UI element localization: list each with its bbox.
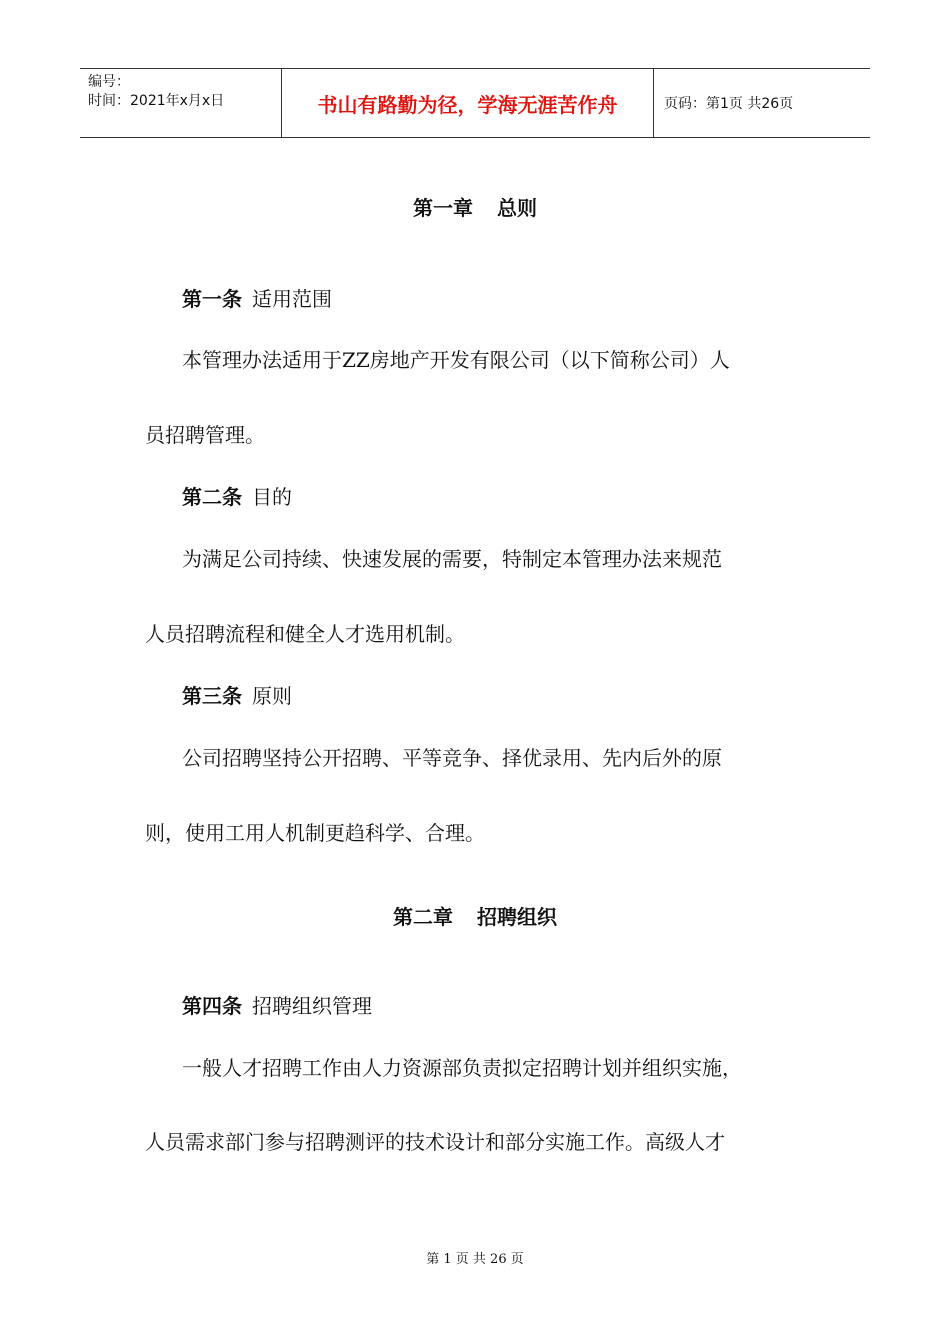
header-time-label: 时间：2021年x月x日 bbox=[88, 93, 225, 109]
paragraph-line: 员招聘管理。 bbox=[145, 423, 265, 447]
article-title: 目的 bbox=[252, 485, 292, 509]
paragraph-line: 则，使用工用人机制更趋科学、合理。 bbox=[145, 821, 485, 845]
page-header bbox=[80, 68, 870, 138]
article-number: 第一条 bbox=[182, 287, 242, 311]
article-heading-1 bbox=[182, 283, 332, 312]
article-heading-2 bbox=[182, 481, 292, 510]
paragraph-line: 人员需求部门参与招聘测评的技术设计和部分实施工作。高级人才 bbox=[145, 1130, 725, 1154]
article-heading-3 bbox=[182, 680, 292, 709]
article-title: 适用范围 bbox=[252, 287, 332, 311]
header-motto: 书山有路勤为径，学海无涯苦作舟 bbox=[282, 69, 654, 137]
paragraph-line: 人员招聘流程和健全人才选用机制。 bbox=[145, 622, 465, 646]
article-number: 第二条 bbox=[182, 485, 242, 509]
chapter-number: 第二章 bbox=[393, 905, 453, 929]
article-number: 第三条 bbox=[182, 684, 242, 708]
paragraph-line: 为满足公司持续、快速发展的需要，特制定本管理办法来规范 bbox=[182, 547, 722, 571]
chapter-title-1 bbox=[0, 192, 950, 221]
paragraph-line: 本管理办法适用于ZZ房地产开发有限公司（以下简称公司）人 bbox=[182, 348, 730, 372]
header-meta bbox=[80, 69, 282, 137]
header-number-label: 编号： bbox=[88, 74, 130, 90]
chapter-name: 总则 bbox=[497, 196, 537, 220]
chapter-name: 招聘组织 bbox=[477, 905, 557, 929]
page-footer: 第 1 页 共 26 页 bbox=[426, 1252, 524, 1267]
paragraph-line: 一般人才招聘工作由人力资源部负责拟定招聘计划并组织实施， bbox=[182, 1056, 742, 1080]
article-title: 招聘组织管理 bbox=[252, 994, 372, 1018]
chapter-number: 第一章 bbox=[413, 196, 473, 220]
chapter-title-2 bbox=[0, 901, 950, 930]
paragraph-line: 公司招聘坚持公开招聘、平等竞争、择优录用、先内后外的原 bbox=[182, 746, 722, 770]
article-heading-4 bbox=[182, 990, 372, 1019]
header-page-info: 页码：第1页 共26页 bbox=[664, 96, 794, 112]
article-title: 原则 bbox=[252, 684, 292, 708]
article-number: 第四条 bbox=[182, 994, 242, 1018]
